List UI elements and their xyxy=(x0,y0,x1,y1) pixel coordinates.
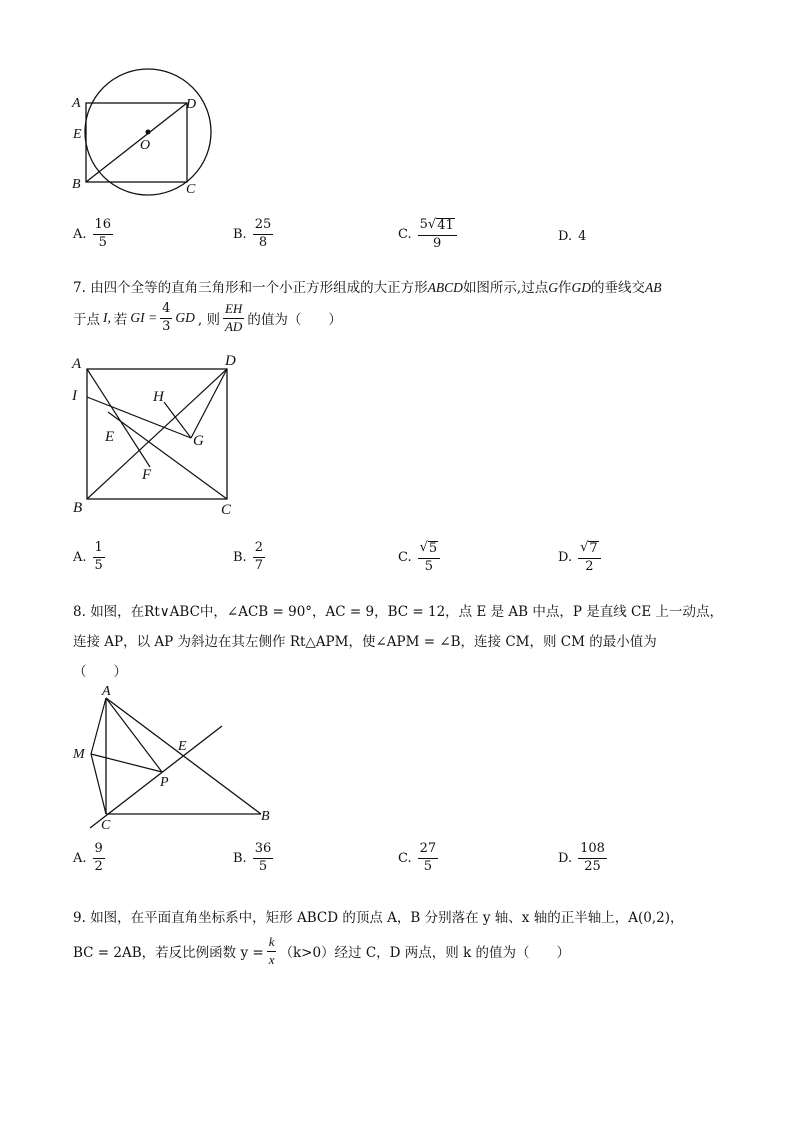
fraction xyxy=(578,842,607,875)
label-i: I xyxy=(72,388,77,404)
label-f: F xyxy=(142,467,152,483)
denominator: 5 xyxy=(258,858,268,874)
q7-g: G xyxy=(548,280,558,295)
denominator: 5 xyxy=(94,557,103,573)
label-d: D xyxy=(225,353,236,369)
fraction xyxy=(93,541,105,574)
numerator xyxy=(418,218,457,236)
q7-text: 作 xyxy=(557,280,572,296)
numerator: 16 xyxy=(93,218,114,235)
q9-text: 如图，在平面直角坐标系中，矩形 ABCD 的顶点 A，B 分别落在 y 轴、x 轴的正半轴上，A(0,2)， xyxy=(90,910,684,926)
denominator: 25 xyxy=(584,858,601,874)
line-mp xyxy=(91,754,162,772)
denominator: 5 xyxy=(423,858,433,874)
q7-line-1 xyxy=(73,276,661,296)
fraction xyxy=(418,218,457,252)
center-point-o xyxy=(146,130,151,135)
denominator: 7 xyxy=(254,557,263,573)
label-e: E xyxy=(105,429,115,445)
label-o: O xyxy=(140,138,151,153)
numerator xyxy=(578,541,601,559)
numerator: EH xyxy=(223,302,244,319)
q9-text: （k>0）经过 C，D 两点，则 k 的值为（ ） xyxy=(279,945,571,962)
fraction xyxy=(578,541,601,575)
q7-text: 如图所示,过点 xyxy=(462,280,549,296)
option-letter: B. xyxy=(233,549,247,565)
figure-q6 xyxy=(62,62,222,202)
q7-text: 若 xyxy=(113,312,128,329)
numerator xyxy=(418,541,441,559)
q7-i: I, xyxy=(103,310,111,326)
question-number: 7. xyxy=(73,280,86,296)
label-b: B xyxy=(72,177,81,192)
q9-text: BC = 2AB，若反比例函数 y = xyxy=(73,945,264,962)
label-g: G xyxy=(193,433,204,449)
q8-line-1 xyxy=(73,600,723,620)
q8-text: 连接 AP，以 AP 为斜边在其左侧作 Rt△APM，使∠APM = ∠B，连接 CM，则 CM 的最小值为 xyxy=(73,634,657,650)
radicand: 7 xyxy=(589,541,598,556)
figure-q8 xyxy=(68,682,283,834)
numerator: 4 xyxy=(160,302,172,319)
fraction xyxy=(253,218,274,251)
fraction xyxy=(418,842,439,875)
q8-text: （ ） xyxy=(73,664,127,680)
fraction xyxy=(267,935,277,968)
option-letter: D. xyxy=(558,550,573,566)
diagonal-bd xyxy=(86,103,187,182)
denominator: 5 xyxy=(424,558,434,574)
q8-option-b[interactable] xyxy=(233,842,273,875)
option-letter: A. xyxy=(73,226,87,242)
denominator: x xyxy=(268,951,275,967)
label-h: H xyxy=(153,389,164,405)
figure-q7 xyxy=(68,350,248,522)
fraction xyxy=(253,842,274,875)
denominator: 5 xyxy=(98,234,107,250)
question-number: 8. xyxy=(73,604,86,620)
sqrt: √ 41 xyxy=(427,217,454,233)
question-number: 9. xyxy=(73,910,86,926)
label-a: A xyxy=(72,356,82,372)
numerator: 25 xyxy=(253,218,274,235)
fraction xyxy=(160,302,172,335)
q8-line-3 xyxy=(73,660,127,680)
label-m: M xyxy=(73,747,85,762)
numerator: k xyxy=(267,935,277,952)
q7-text: 由四个全等的直角三角形和一个小正方形组成的大正方形 xyxy=(90,280,428,296)
denominator: 3 xyxy=(162,318,171,334)
option-value: 4 xyxy=(578,229,587,244)
q8-option-d[interactable] xyxy=(558,842,607,875)
q7-option-d[interactable] xyxy=(558,541,601,575)
line-gd xyxy=(191,369,227,438)
option-letter: B. xyxy=(233,850,247,866)
radicand: 41 xyxy=(437,218,454,233)
q8-option-c[interactable] xyxy=(398,842,438,875)
denominator: 2 xyxy=(585,558,594,574)
q8-option-a[interactable] xyxy=(73,842,105,875)
fraction xyxy=(223,302,244,335)
label-e: E xyxy=(178,739,187,754)
option-letter: D. xyxy=(558,229,573,244)
q7-option-c[interactable] xyxy=(398,541,440,575)
line-am xyxy=(91,698,106,754)
option-letter: A. xyxy=(73,850,87,866)
q9-line-2 xyxy=(73,935,570,968)
radicand: 5 xyxy=(428,541,438,556)
q6-option-a[interactable] xyxy=(73,218,113,251)
label-a: A xyxy=(102,684,111,699)
label-d: D xyxy=(186,97,197,112)
label-b: B xyxy=(261,809,270,824)
line-ap xyxy=(106,698,162,772)
q8-text: 如图，在Rt∨ABC中，∠ACB = 90°，AC = 9，BC = 12，点 E 是 AB 中点，P 是直线 CE 上一动点， xyxy=(90,604,724,620)
q7-option-a[interactable] xyxy=(73,541,105,574)
q7-ab: AB xyxy=(644,280,662,295)
q7-gi: GI = xyxy=(130,310,158,326)
label-c: C xyxy=(186,182,196,197)
label-a: A xyxy=(72,96,81,111)
denominator: AD xyxy=(224,318,243,334)
q7-text: 于点 xyxy=(73,312,100,329)
numerator: 36 xyxy=(253,842,274,859)
q7-abcd: ABCD xyxy=(427,280,463,295)
option-letter: D. xyxy=(558,850,573,866)
fraction xyxy=(93,218,114,251)
label-c: C xyxy=(101,818,111,833)
option-letter: C. xyxy=(398,550,412,566)
numerator: 1 xyxy=(93,541,105,558)
sqrt: √ 7 xyxy=(580,540,598,556)
q7-text: 的垂线交 xyxy=(590,280,645,296)
line-ce-extended xyxy=(90,726,222,828)
coefficient: 5 xyxy=(419,217,428,232)
denominator: 8 xyxy=(258,234,268,250)
q6-option-c[interactable] xyxy=(398,218,457,252)
option-letter: B. xyxy=(233,226,247,242)
label-c: C xyxy=(221,502,232,518)
option-letter: C. xyxy=(398,850,412,866)
numerator: 2 xyxy=(253,541,265,558)
line-mc xyxy=(91,754,106,814)
fraction xyxy=(253,541,265,574)
option-letter: C. xyxy=(398,227,412,243)
q7-option-b[interactable] xyxy=(233,541,265,574)
label-p: P xyxy=(160,775,169,790)
q7-line-2 xyxy=(73,302,342,335)
q7-text: , 则 xyxy=(197,312,220,329)
fraction xyxy=(93,842,105,875)
q8-line-2 xyxy=(73,630,657,650)
fraction xyxy=(418,541,441,575)
q7-text: 的值为（ ） xyxy=(247,312,342,329)
q9-line-1 xyxy=(73,906,683,926)
denominator: 2 xyxy=(94,858,103,874)
label-e: E xyxy=(73,127,82,142)
q6-option-d[interactable] xyxy=(558,229,586,244)
q7-gd: GD xyxy=(175,310,195,326)
label-b: B xyxy=(73,500,83,516)
q7-gd: GD xyxy=(571,280,591,295)
numerator: 27 xyxy=(418,842,439,859)
sqrt: √ 5 xyxy=(419,540,438,556)
denominator: 9 xyxy=(433,235,442,251)
numerator: 9 xyxy=(93,842,105,859)
option-letter: A. xyxy=(73,549,87,565)
q6-option-b[interactable] xyxy=(233,218,273,251)
numerator: 108 xyxy=(578,842,607,859)
